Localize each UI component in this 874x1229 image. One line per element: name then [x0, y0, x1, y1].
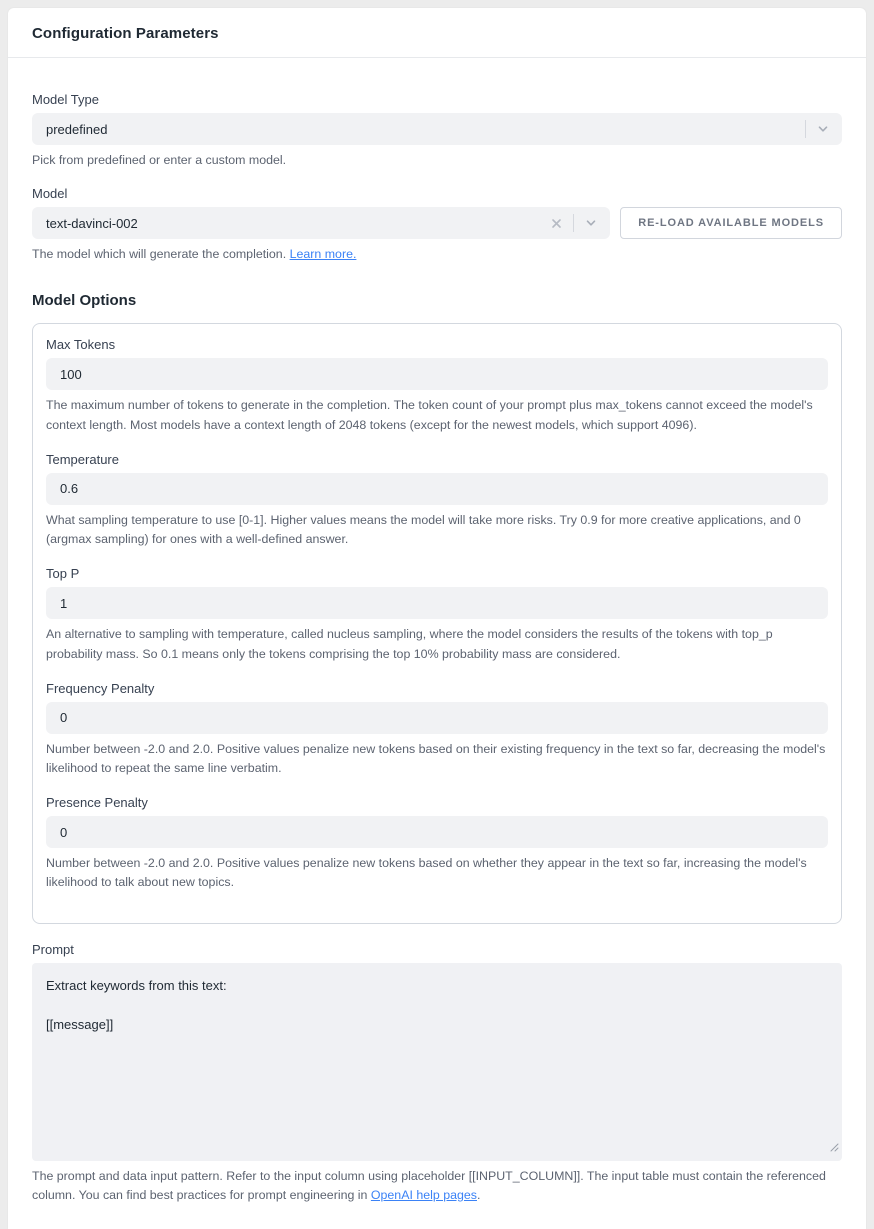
top-p-label: Top P	[46, 566, 80, 582]
learn-more-link[interactable]: Learn more.	[289, 247, 357, 262]
model-options-heading: Model Options	[32, 292, 137, 310]
max-tokens-group	[46, 337, 828, 434]
model-value: text-davinci-002	[46, 215, 138, 231]
select-divider	[573, 214, 574, 232]
temperature-group	[46, 452, 828, 549]
presence-penalty-value: 0	[60, 824, 68, 840]
frequency-penalty-value: 0	[60, 710, 68, 726]
top-p-value: 1	[60, 595, 68, 611]
page-title: Configuration Parameters	[32, 25, 219, 42]
presence-penalty-input[interactable]	[46, 816, 828, 848]
model-help-text: The model which will generate the completion.	[32, 247, 290, 262]
chevron-down-icon[interactable]	[580, 212, 602, 234]
card-header	[8, 8, 866, 58]
presence-penalty-label: Presence Penalty	[46, 795, 148, 811]
configuration-card	[8, 8, 866, 1229]
temperature-value: 0.6	[60, 481, 79, 497]
max-tokens-label: Max Tokens	[46, 337, 116, 353]
card-body	[8, 58, 866, 1229]
select-divider	[805, 120, 806, 138]
model-type-label: Model Type	[32, 92, 99, 107]
model-label: Model	[32, 186, 68, 202]
prompt-help-text: The prompt and data input pattern. Refer to the input column using placeholder [[INPUT_COLUMN]]. The input table must contain the referenced column. You can find best practices for prompt engineering in	[32, 1168, 826, 1202]
model-select[interactable]	[32, 207, 610, 239]
temperature-description: What sampling temperature to use [0-1]. Higher values means the model will take more risks. Try 0.9 for more creative applications, and 0 (argmax sampling) for ones with a well-defined answer.	[46, 512, 801, 547]
prompt-help	[32, 1167, 842, 1205]
clear-x-icon[interactable]	[545, 212, 567, 234]
prompt-textarea[interactable]	[32, 963, 842, 1161]
max-tokens-description: The maximum number of tokens to generate in the completion. The token count of your prompt plus max_tokens cannot exceed the model's context length. Most models have a context length of 2048 tokens (except for the newest models, which support 4096).	[46, 398, 813, 432]
model-options-box	[32, 323, 842, 923]
model-type-help: Pick from predefined or enter a custom model.	[32, 153, 287, 167]
model-group	[32, 186, 842, 264]
presence-penalty-group	[46, 795, 828, 892]
prompt-label: Prompt	[32, 941, 74, 957]
reload-models-button[interactable]: RE-LOAD AVAILABLE MODELS	[620, 207, 842, 239]
max-tokens-value: 100	[60, 366, 82, 382]
model-type-select[interactable]	[32, 113, 842, 145]
model-field-wrap	[32, 207, 610, 239]
top-p-group	[46, 566, 828, 663]
prompt-group	[32, 942, 842, 1205]
model-type-select-controls	[799, 118, 834, 140]
top-p-input[interactable]	[46, 587, 828, 619]
frequency-penalty-group	[46, 681, 828, 778]
frequency-penalty-label: Frequency Penalty	[46, 680, 155, 696]
temperature-input[interactable]	[46, 473, 828, 505]
frequency-penalty-input[interactable]	[46, 702, 828, 734]
model-type-group	[32, 92, 842, 170]
model-help	[32, 245, 842, 264]
top-p-description: An alternative to sampling with temperature, called nucleus sampling, where the model considers the results of the tokens with top_p probability mass. So 0.1 means only the tokens comprising the top 10% probability mass are considered.	[46, 627, 773, 661]
model-type-value: predefined	[46, 121, 108, 137]
model-select-controls	[545, 212, 602, 234]
prompt-textarea-wrap	[32, 963, 842, 1161]
openai-help-link[interactable]: OpenAI help pages	[370, 1187, 477, 1202]
presence-penalty-description: Number between -2.0 and 2.0. Positive values penalize new tokens based on whether they appear in the text so far, increasing the model's likelihood to talk about new topics.	[46, 856, 807, 890]
model-row	[32, 207, 842, 239]
frequency-penalty-description: Number between -2.0 and 2.0. Positive values penalize new tokens based on their existing frequency in the text so far, decreasing the model's likelihood to repeat the same line verbatim.	[46, 741, 826, 775]
chevron-down-icon[interactable]	[812, 118, 834, 140]
prompt-help-after: .	[476, 1187, 481, 1202]
max-tokens-input[interactable]	[46, 358, 828, 390]
temperature-label: Temperature	[46, 451, 119, 467]
